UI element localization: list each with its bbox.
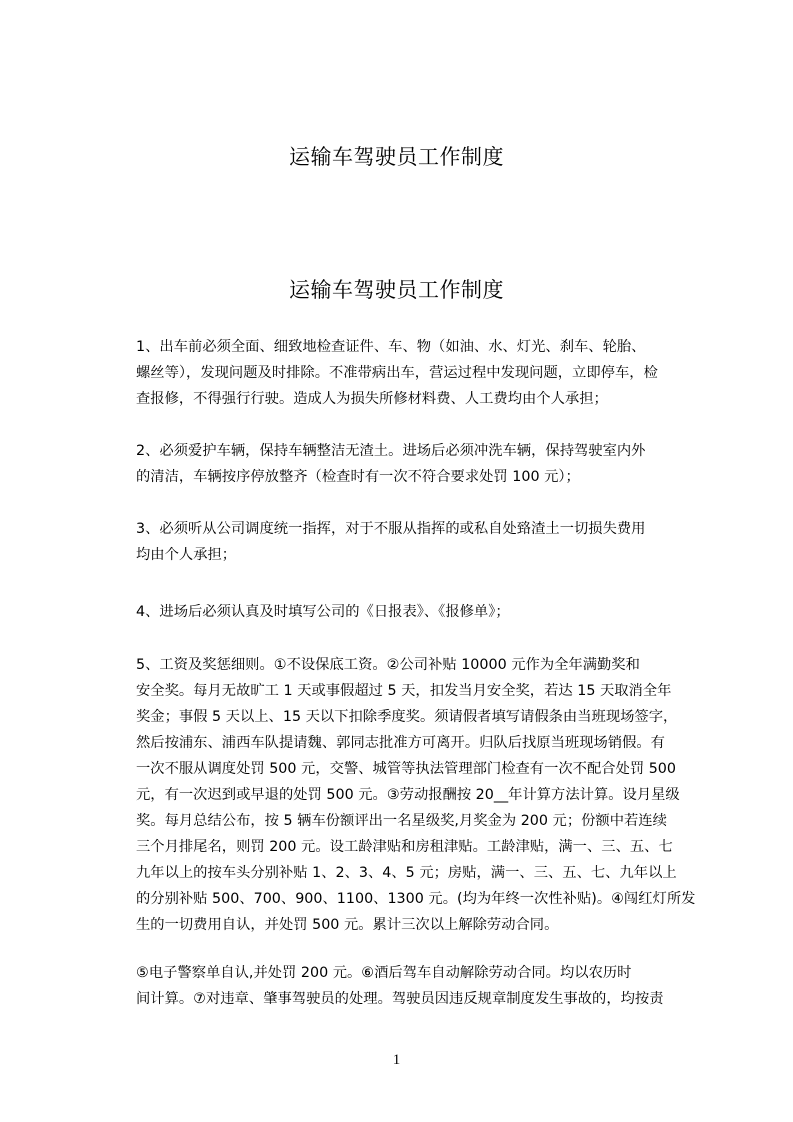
paragraph-line: 间计算。⑦对违章、肇事驾驶员的处理。驾驶员因违反规章制度发生事故的，均按责 [136, 991, 664, 1007]
paragraph-line: 一次不服从调度处罚 500 元，交警、城管等执法管理部门检查有一次不配合处罚 500 [136, 761, 677, 777]
cover-title: 运输车驾驶员工作制度 [289, 145, 504, 169]
paragraph-line: 奖。每月总结公布，按 5 辆车份额评出一名星级奖,月奖金为 200 元；份额中若连续 [136, 813, 667, 829]
paragraph-4 [104, 599, 714, 625]
paragraph-line: 三个月排尾名，则罚 200 元。设工龄津贴和房租津贴。工龄津贴，满一、三、五、七 [136, 839, 673, 855]
paragraph-line: ⑤电子警察单自认,并处罚 200 元。⑥酒后驾车自动解除劳动合同。均以农历时 [136, 965, 632, 981]
paragraph-line: 1、出车前必须全面、细致地检查证件、车、物（如油、水、灯光、刹车、轮胎、 [136, 339, 646, 355]
paragraph-line: 4、进场后必须认真及时填写公司的《日报表》、《报修单》； [136, 604, 510, 620]
paragraph-line: 均由个人承担； [136, 547, 237, 563]
page-number: 1 [392, 1052, 401, 1068]
paragraph-line: 奖金；事假 5 天以上、15 天以下扣除季度奖。须请假者填写请假条由当班现场签字， [136, 709, 678, 725]
paragraph-line: 2、必须爱护车辆，保持车辆整洁无渣土。进场后必须冲洗车辆，保持驾驶室内外 [136, 443, 646, 459]
paragraph-line: 的清洁，车辆按序停放整齐（检查时有一次不符合要求处罚 100 元）； [136, 469, 580, 485]
paragraph-line: 螺丝等），发现问题及时排除。不准带病出车，营运过程中发现问题，立即停车，检 [136, 365, 658, 381]
paragraph-line: 安全奖。每月无故旷工 1 天或事假超过 5 天，扣发当月安全奖，若达 15 天取消全年 [136, 683, 672, 699]
paragraph-line: 元，有一次迟到或早退的处罚 500 元。③劳动报酬按 20__年计算方法计算。设月星级 [136, 787, 680, 803]
paragraph-line: 生的一切费用自认，并处罚 500 元。累计三次以上解除劳动合同。 [136, 917, 559, 933]
paragraph-line: 5、工资及奖惩细则。①不设保底工资。②公司补贴 10000 元作为全年满勤奖和 [136, 657, 640, 673]
paragraph-line: 3、必须听从公司调度统一指挥，对于不服从指挥的或私自处臵渣土一切损失费用 [136, 521, 646, 537]
paragraph-line: 然后按浦东、浦西车队提请魏、郭同志批准方可离开。归队后找原当班现场销假。有 [136, 735, 665, 751]
paragraph-line: 九年以上的按车头分别补贴 1、2、3、4、5 元；房贴，满一、三、五、七、九年以上 [136, 865, 677, 881]
paragraph-3 [104, 516, 714, 568]
paragraph-1 [104, 334, 714, 412]
paragraph-line: 查报修，不得强行行驶。造成人为损失所修材料费、人工费均由个人承担； [136, 391, 608, 407]
paragraph-2 [104, 438, 714, 490]
paragraph-5 [104, 652, 714, 938]
paragraph-line: 的分别补贴 500、700、900、1100、1300 元。(均为年终一次性补贴)。④闯红灯所发 [136, 891, 696, 907]
paragraph-6 [104, 960, 714, 1012]
document-title: 运输车驾驶员工作制度 [289, 278, 504, 302]
